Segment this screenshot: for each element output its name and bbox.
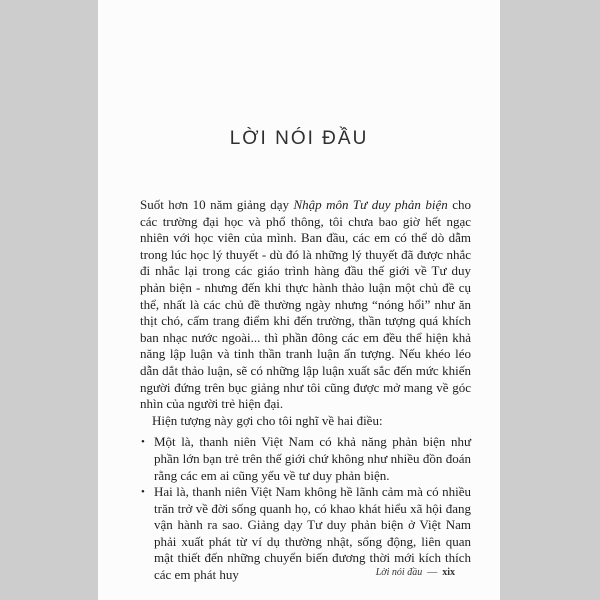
- list-item-text: Hai là, thanh niên Việt Nam không hề lãnh cảm mà có nhiều trăn trở về đời sống quanh họ, có khao khát hiểu xã hội đang vận hành ra sao. Giảng dạy Tư duy phản biện ở Việt Nam phải xuất phát từ ví dụ thường nhật, sống động, liên quan mật thiết đến những chuyển biến đương thời mới kích thích các em phát huy: [154, 484, 471, 583]
- footer-separator: —: [427, 567, 438, 578]
- intro-segment-italic-book-title: Nhập môn Tư duy phản biện: [293, 197, 448, 212]
- bullet-marker: •: [141, 486, 145, 499]
- page-footer: [376, 567, 455, 578]
- footer-section-label: Lời nói đầu: [375, 567, 423, 578]
- body-text: [140, 197, 471, 584]
- bullet-list: [140, 434, 471, 583]
- intro-segment-normal: Suốt hơn 10 năm giảng dạy: [140, 197, 294, 212]
- bullet-marker: •: [141, 436, 145, 449]
- footer-page-number: xix: [442, 567, 455, 578]
- book-page: [98, 0, 500, 600]
- intro-paragraph: [140, 197, 471, 413]
- transition-paragraph: Hiện tượng này gợi cho tôi nghĩ về hai điều:: [152, 412, 383, 428]
- page-title: LỜI NÓI ĐẦU: [229, 128, 369, 149]
- list-item-text: Một là, thanh niên Việt Nam có khả năng phản biện như phần lớn bạn trẻ trên thế giới chứ không như nhiều đồn đoán rằng các em ai cũng yếu về tư duy phản biện.: [154, 434, 471, 483]
- intro-segment-normal: cho các trường đại học và phổ thông, tôi chưa bao giờ hết ngạc nhiên với học viên của mình. Ban đầu, các em có thể dò dẫm trong lúc học lý thuyết - dù đó là những lý thuyết đã được nhắc đi nhắc lại trong các giáo trình hàng đầu thế giới về Tư duy phản biện - nhưng đến khi thực hành thảo luận một chủ đề cụ thể, nhất là các chủ đề thường ngày nhưng “nóng hổi” như ăn thịt chó, cấm trang điểm khi đến trường, thần tượng quá khích ban nhạc nước ngoài... thì phần đông các em đều thể hiện khả năng lập luận và tinh thần tranh luận ấn tượng. Nếu khéo léo dẫn dắt thảo luận, sẽ có những lập luận xuất sắc đến mức khiến người đứng trên bục giảng như tôi cũng được mở mang về góc nhìn của người trẻ hiện đại.: [140, 197, 471, 412]
- list-item: [140, 434, 471, 484]
